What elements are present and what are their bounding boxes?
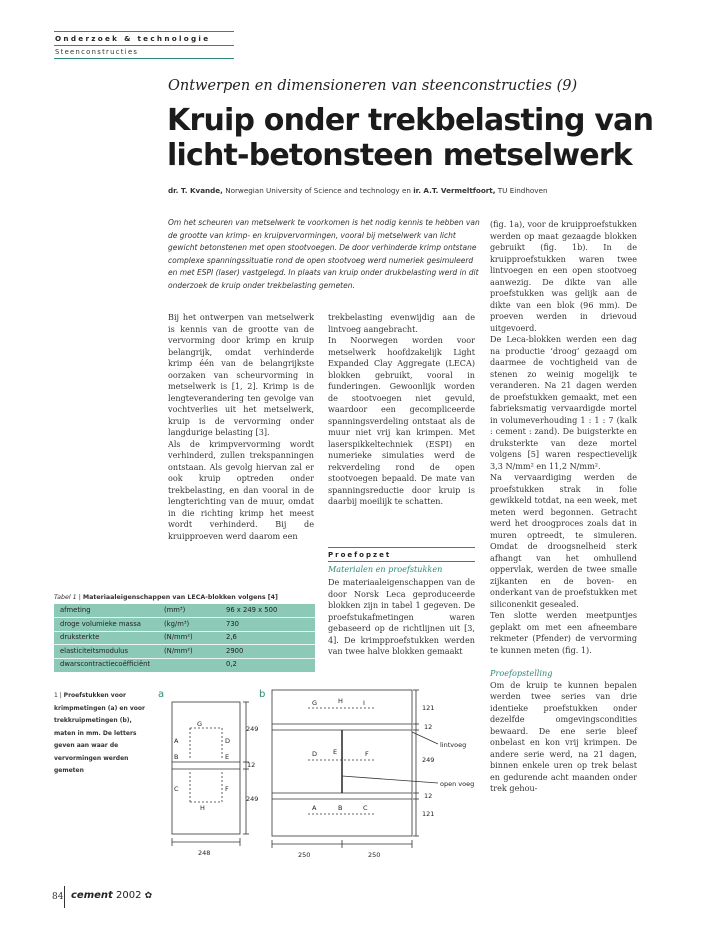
specimen-b-labels xyxy=(298,697,474,859)
point-label: B xyxy=(174,753,179,761)
article-authors xyxy=(168,186,548,195)
point-label: B xyxy=(338,804,343,812)
lead-paragraph: Om het scheuren van metselwerk te voorkomen is het nodig kennis te hebben van de grootte van krimp- en kruipvervormingen, vooral bij metselwerk van licht gewicht betonstenen met open stootvoegen. De door verhinderde krimp ontstane complexe spanningssituatie rond de open stootvoeg werd numeriek gesimuleerd en met ESPI (laser) vastgelegd. In plaats van kruip onder drukbelasting werd in dit onderzoek de kruip onder trekbelasting gemeten. xyxy=(168,218,480,290)
journal-brand xyxy=(71,890,152,901)
table-cell-name: druksterkte xyxy=(60,633,100,642)
specimen-a-outline xyxy=(172,702,240,834)
affiliation-1: Norwegian University of Science and technology en xyxy=(222,186,414,195)
table-cell-name: dwarscontractiecoëfficiënt xyxy=(60,660,151,669)
table-cell-value: 730 xyxy=(226,619,239,628)
article-title: Kruip onder trekbelasting van licht-betonsteen metselwerk xyxy=(167,103,654,173)
series-title: Ontwerpen en dimensioneren van steenconstructies (9) xyxy=(168,78,578,94)
body-column-2-continued xyxy=(328,577,475,658)
author-2: ir. A.T. Vermeltfoort, xyxy=(413,186,496,195)
dimension-label: 12 xyxy=(247,761,256,769)
affiliation-2: TU Eindhoven xyxy=(495,186,548,195)
specimen-b xyxy=(272,690,438,848)
journal-year: 2002 xyxy=(116,890,142,901)
point-label: H xyxy=(338,697,343,705)
table-row xyxy=(54,658,315,671)
dimension-label: 249 xyxy=(246,725,259,733)
table-cell-name: elasticiteitsmodulus xyxy=(60,646,129,655)
table-cell-name: afmeting xyxy=(60,606,91,614)
subsection-label: Steenconstructies xyxy=(55,48,139,56)
figure-caption-text: krimpmetingen (a) en voor trekkruipmetingen (b), maten in mm. De letters geven aan waar de vervormingen werden gemeten xyxy=(54,704,145,774)
point-label: G xyxy=(312,699,318,707)
paragraph: Ten slotte werden meetpuntjes geplakt om met een afneembare rekmeter (Pfender) de vervorming te kunnen meten (fig. 1). xyxy=(490,610,637,655)
point-label: C xyxy=(174,785,179,793)
point-label: A xyxy=(174,737,179,745)
paragraph: trekbelasting evenwijdig aan de lintvoeg aangebracht. xyxy=(328,312,475,334)
table-label: Tabel 1 xyxy=(54,594,77,601)
table-row xyxy=(54,645,315,659)
header-bottom-rule xyxy=(54,58,234,59)
table-cell-unit: (N/mm²) xyxy=(164,633,193,642)
figure-label-b: b xyxy=(259,689,266,700)
point-label: F xyxy=(225,785,229,793)
point-label: D xyxy=(312,750,318,758)
chapter-bottom-rule xyxy=(328,561,475,562)
point-label: F xyxy=(365,750,369,758)
table-cell-value: 2,6 xyxy=(226,633,237,642)
table-caption-sep: | xyxy=(76,594,83,601)
author-1: dr. T. Kvande, xyxy=(168,186,223,195)
dimension-label: 249 xyxy=(246,795,259,803)
leader-line xyxy=(342,776,438,783)
figure-caption-title: Proefstukken voor xyxy=(63,692,126,699)
paragraph: In Noorwegen worden voor metselwerk hoofdzakelijk Light Expanded Clay Aggregate (LECA) blokken gebruikt, vooral in funderingen. Gewoonlijk worden de stootvoegen niet gevuld, waardoor een gecompliceerde spanningsverdeling ontstaat als de muur niet vrij kan krimpen. Met laserspikkeltechniek (ESPI) en numerieke simulaties werd de rekverdeling rond de open stootvoegen bepaald. De mate van spanningsreductie door kruip is daarbij moeilijk te schatten. xyxy=(328,335,475,506)
table-row xyxy=(54,604,315,618)
subheading: Proefopstelling xyxy=(490,668,553,678)
point-label: C xyxy=(363,804,368,812)
dimension-label: 12 xyxy=(424,723,433,731)
table-caption xyxy=(54,594,278,601)
chapter-top-rule xyxy=(328,547,475,548)
chapter-subheading: Materialen en proefstukken xyxy=(328,564,443,574)
paragraph: Om de kruip te kunnen bepalen werden twee series van drie identieke proefstukken onder dezelfde omgevingscondities bewaard. De ene serie bleef onbelast en kon vrij krimpen. De andere serie werd, na 21 dagen, binnen enkele uren op trek belast en gedurende acht maanden onder trek gehou- xyxy=(490,679,637,793)
point-label: H xyxy=(200,804,205,812)
dimension-label: 121 xyxy=(422,810,435,818)
figure-caption xyxy=(54,690,154,778)
point-label: E xyxy=(333,748,338,756)
header-top-rule xyxy=(54,31,234,32)
table-title: Materiaaleigenschappen van LECA-blokken volgens [4] xyxy=(82,594,278,601)
materials-table xyxy=(54,604,315,672)
section-label: Onderzoek & technologie xyxy=(55,34,211,43)
dimension-label: 248 xyxy=(198,849,211,857)
table-cell-value: 96 x 249 x 500 xyxy=(226,606,278,614)
specimen-a xyxy=(172,702,249,846)
paragraph: Na vervaardiging werden de proefstukken strak in folie gewikkeld totdat, na een week, met meten werd begonnen. Getracht werd het droogproces zoals dat in muren optreedt, te simuleren. Omdat de droogsnelheid sterk afhangt van het omhullend oppervlak, werden de twee smalle zijkanten en de boven- en onderkant van de proefstukken met siliconenkit gesealed. xyxy=(490,472,637,609)
open-joint-annotation: open voeg xyxy=(440,780,475,788)
paragraph: De materiaaleigenschappen van de door Norsk Leca geproduceerde blokken zijn in tabel 1 gegeven. De proefstukafmetingen waren gebaseerd op de richtlijnen uit [3, 4]. De krimpproefstukken werden van twee halve blokken gemaakt xyxy=(328,577,475,656)
table-row xyxy=(54,631,315,645)
flower-icon: ✿ xyxy=(144,891,153,901)
chapter-heading: Proefopzet xyxy=(328,551,392,559)
paragraph: Als de krimpvervorming wordt verhinderd, zullen trekspanningen ontstaan. Als gevolg hiervan zal er ook kruip optreden onder trekbelasting, en dan vooral in de lengterichting van de muur, omdat in die richting krimp het meest wordt verhinderd. Bij de kruipproeven werd daarom een xyxy=(168,438,314,541)
dimension-label: 250 xyxy=(298,851,311,859)
body-column-3 xyxy=(490,219,637,795)
table-cell-value: 0,2 xyxy=(226,660,237,669)
dimension-label: 249 xyxy=(422,756,435,764)
dimension-label: 12 xyxy=(424,792,433,800)
body-column-1 xyxy=(168,312,314,542)
figure-label-a: a xyxy=(158,689,165,700)
bed-joint-annotation: lintvoeg xyxy=(440,741,467,749)
point-label: E xyxy=(225,753,230,761)
table-cell-unit: (N/mm²) xyxy=(164,646,193,655)
paragraph: Bij het ontwerpen van metselwerk is kennis van de grootte van de vervorming door krimp en kruip belangrijk, omdat verhinderde krimp één van de belangrijkste oorzaken van scheurvorming in metselwerk is [1, 2]. Krimp is de lengteverandering ten gevolge van vochtverlies uit het metselwerk, kruip is de vervorming onder langdurige belasting [3]. xyxy=(168,312,314,437)
specimen-diagram xyxy=(150,680,490,860)
figure-number: 1 xyxy=(54,692,58,699)
header-mid-rule xyxy=(54,45,234,46)
table-cell-name: droge volumieke massa xyxy=(60,619,141,628)
table-cell-unit: (kg/m³) xyxy=(164,619,190,628)
body-column-2 xyxy=(328,312,475,508)
table-cell-unit: (mm³) xyxy=(164,606,186,614)
point-label: D xyxy=(225,737,231,745)
paragraph: De Leca-blokken werden een dag na productie ‘droog’ gezaagd om daarmee de vochtigheid van de stenen zo weinig mogelijk te veranderen. Na 21 dagen werden de proefstukken gemaakt, met een fabrieksmatig vervaardigde mortel in volumeverhouding 1 : 1 : 7 (kalk : cement : zand). De buigsterkte en druksterkte van deze mortel volgens [5] waren respectievelijk 3,3 N/mm² en 11,2 N/mm². xyxy=(490,334,637,471)
footer-divider xyxy=(64,886,65,908)
table-row xyxy=(54,618,315,632)
table-cell-value: 2900 xyxy=(226,646,244,655)
dimension-label: 250 xyxy=(368,851,381,859)
journal-name: cement xyxy=(71,890,113,901)
point-label: G xyxy=(197,720,203,728)
point-label: I xyxy=(363,699,365,707)
paragraph: (fig. 1a), voor de kruipproefstukken werden op maat gezaagde blokken gebruikt (fig. 1b). In de kruipproefstukken waren twee lintvoegen en een open stootvoeg aanwezig. De dikte van alle proefstukken was gelijk aan de dikte van een blok (96 mm). De proeven werden in drievoud uitgevoerd. xyxy=(490,219,637,333)
dimension-label: 121 xyxy=(422,704,435,712)
figure-caption-sep: | xyxy=(57,692,64,699)
point-label: A xyxy=(312,804,317,812)
page-number: 84 xyxy=(52,892,64,902)
